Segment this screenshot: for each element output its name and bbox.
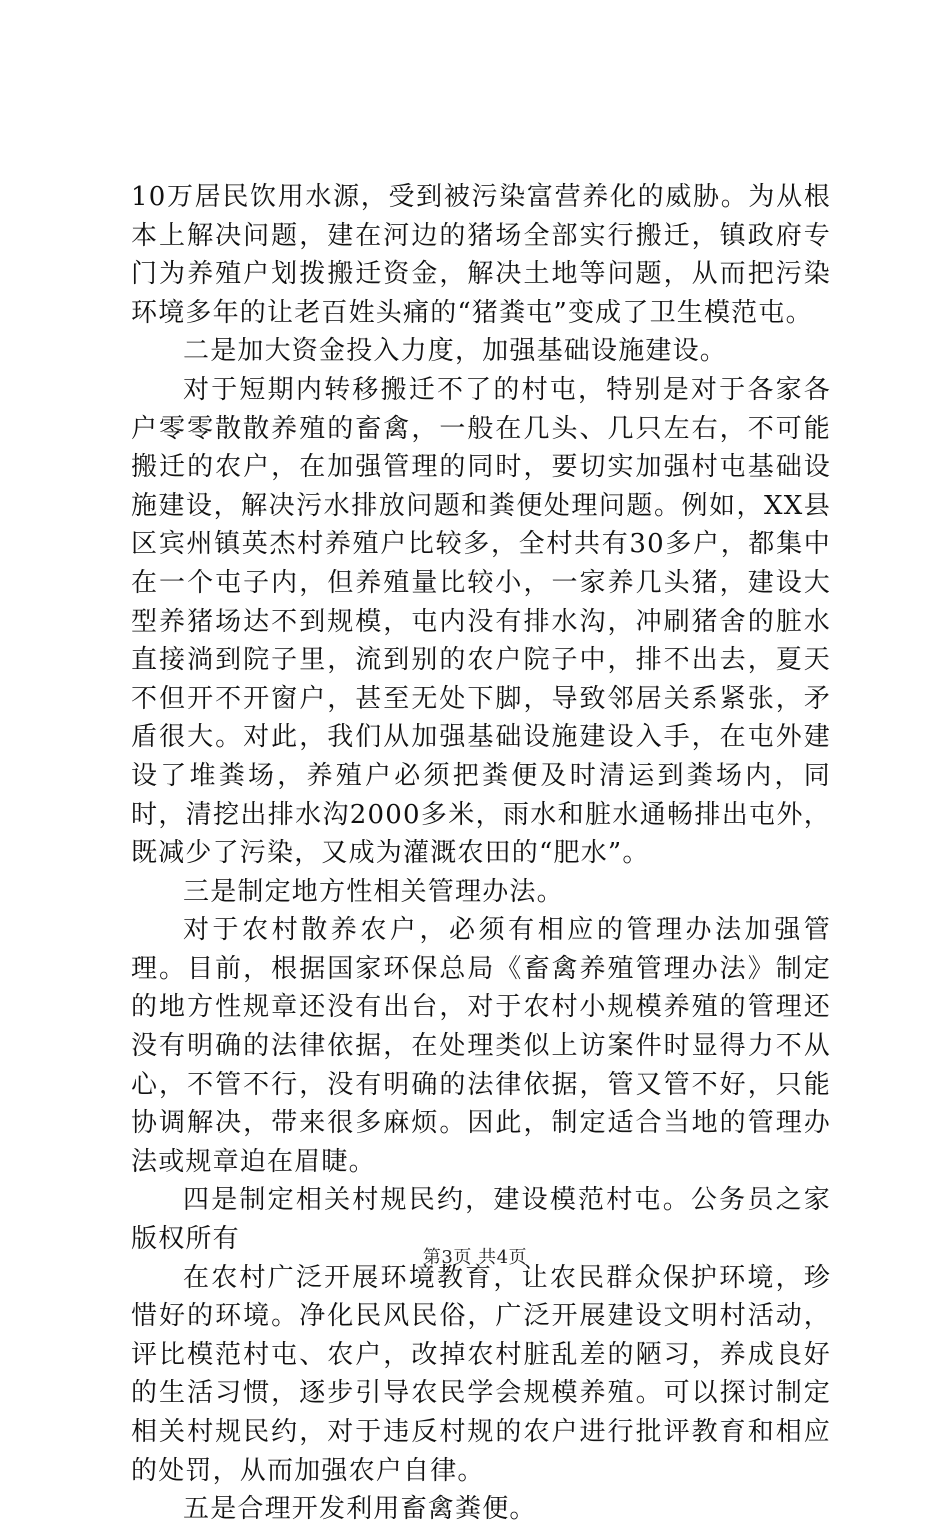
section-heading-five: 五是合理开发利用畜禽粪便。 (183, 1494, 537, 1525)
section-heading-two: 二是加大资金投入力度，加强基础设施建设。 (183, 336, 728, 367)
page-total: 共4页 (478, 1247, 528, 1268)
paragraph-continuation: 10万居民饮用水源，受到被污染富营养化的威胁。为从根本上解决问题，建在河边的猪场全部实行搬迁，镇政府专门为养殖户划拨搬迁资金，解决土地等问题，从而把污染环境多年的让老百姓头痛的“猪粪屯”变成了卫生模范屯。 (131, 182, 831, 328)
section-heading-three: 三是制定地方性相关管理办法。 (183, 876, 564, 907)
paragraph-village-rules: 在农村广泛开展环境教育，让农民群众保护环境，珍惜好的环境。净化民风民俗，广泛开展建设文明村活动，评比模范村屯、农户，改掉农村脏乱差的陋习，养成良好的生活习惯，逐步引导农民学会规模养殖。可以探讨制定相关村规民约，对于违反村规的农户进行批评教育和相应的处罚，从而加强农户自律。 (131, 1262, 831, 1486)
section-heading-four: 四是制定相关村规民约，建设模范村屯。公务员之家版权所有 (131, 1185, 831, 1255)
page-number: 第3页 (422, 1247, 472, 1268)
paragraph-regulations: 对于农村散养农户，必须有相应的管理办法加强管理。目前，根据国家环保总局《畜禽养殖管理办法》制定的地方性规章还没有出台，对于农村小规模养殖的管理还没有明确的法律依据，在处理类似上访案件时显得力不从心，不管不行，没有明确的法律依据，管又管不好，只能协调解决，带来很多麻烦。因此，制定适合当地的管理办法或规章迫在眉睫。 (131, 915, 831, 1177)
page-footer (0, 1243, 950, 1269)
paragraph-infrastructure: 对于短期内转移搬迁不了的村屯，特别是对于各家各户零零散散养殖的畜禽，一般在几头、几只左右，不可能搬迁的农户，在加强管理的同时，要切实加强村屯基础设施建设，解决污水排放问题和粪便处理问题。例如，XX县区宾州镇英杰村养殖户比较多，全村共有30多户，都集中在一个屯子内，但养殖量比较小，一家养几头猪，建设大型养猪场达不到规模，屯内没有排水沟，冲刷猪舍的脏水直接淌到院子里，流到别的农户院子中，排不出去，夏天不但开不开窗户，甚至无处下脚，导致邻居关系紧张，矛盾很大。对此，我们从加强基础设施建设入手，在屯外建设了堆粪场，养殖户必须把粪便及时清运到粪场内，同时，清挖出排水沟2000多米，雨水和脏水通畅排出屯外，既减少了污染，又成为灌溉农田的“肥水”。 (131, 374, 831, 869)
document-body (131, 178, 831, 1529)
